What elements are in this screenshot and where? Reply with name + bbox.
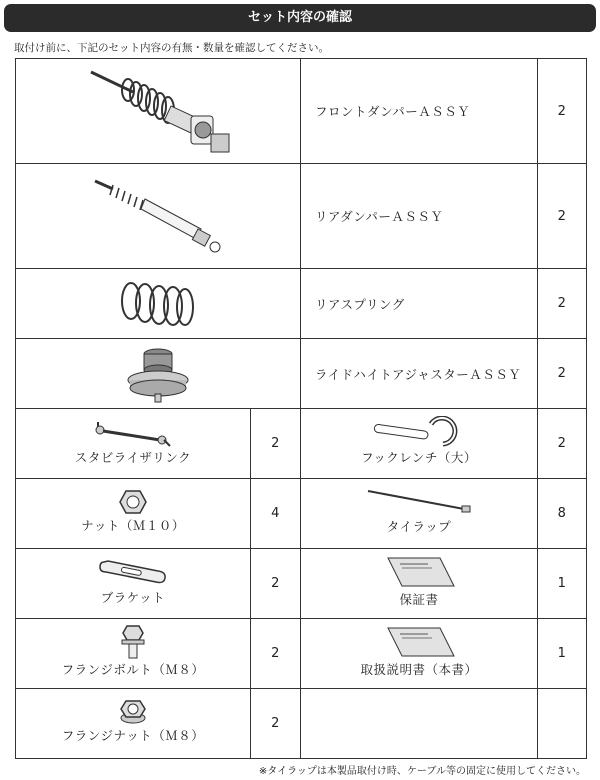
cable-tie-icon bbox=[364, 487, 474, 517]
item-name: ブラケット bbox=[100, 589, 166, 605]
item-name: タイラップ bbox=[386, 518, 452, 534]
item-name: リアスプリング bbox=[301, 269, 538, 339]
item-quantity: 8 bbox=[538, 479, 587, 549]
item-quantity: 2 bbox=[538, 409, 587, 479]
flange-bolt-icon bbox=[118, 624, 148, 660]
item-quantity: 1 bbox=[538, 619, 587, 689]
item-name: 保証書 bbox=[399, 591, 439, 607]
table-row bbox=[16, 339, 587, 409]
rear-spring-icon bbox=[113, 279, 203, 329]
stabilizer-link-icon bbox=[88, 416, 178, 448]
item-name: スタビライザリンク bbox=[74, 449, 192, 465]
item-name: ライドハイトアジャスターＡＳＳＹ bbox=[301, 339, 538, 409]
table-row bbox=[16, 479, 587, 549]
item-name: フランジボルト（Ｍ８） bbox=[61, 661, 205, 677]
footnote: ※タイラップは本製品取付け時、ケーブル等の固定に使用してください。 bbox=[258, 766, 586, 777]
item-name: 取扱説明書（本書） bbox=[360, 661, 478, 677]
item-image-cell bbox=[16, 269, 301, 339]
ride-height-adjuster-icon bbox=[123, 344, 193, 404]
warranty-card-icon bbox=[374, 554, 464, 590]
item-cell bbox=[301, 689, 538, 759]
item-cell bbox=[16, 689, 251, 759]
hook-wrench-icon bbox=[369, 416, 469, 448]
bracket-icon bbox=[98, 556, 168, 588]
table-row bbox=[16, 689, 587, 759]
item-cell bbox=[301, 619, 538, 689]
item-name: フックレンチ（大） bbox=[361, 449, 477, 465]
item-image-cell bbox=[16, 164, 301, 269]
item-cell bbox=[16, 479, 251, 549]
table-row bbox=[16, 164, 587, 269]
item-quantity: 2 bbox=[538, 269, 587, 339]
item-quantity: 2 bbox=[538, 164, 587, 269]
item-quantity: 2 bbox=[251, 409, 301, 479]
item-cell bbox=[16, 549, 251, 619]
item-quantity: 2 bbox=[538, 339, 587, 409]
table-row bbox=[16, 59, 587, 164]
item-name: ナット（Ｍ１０） bbox=[81, 517, 185, 533]
item-quantity: 1 bbox=[538, 549, 587, 619]
table-row bbox=[16, 269, 587, 339]
item-name: フランジナット（Ｍ８） bbox=[61, 727, 205, 743]
item-cell bbox=[301, 549, 538, 619]
section-title: セット内容の確認 bbox=[4, 4, 596, 32]
contents-table bbox=[15, 58, 587, 759]
item-image-cell bbox=[16, 59, 301, 164]
table-row bbox=[16, 409, 587, 479]
item-cell bbox=[301, 479, 538, 549]
item-name: フロントダンパーＡＳＳＹ bbox=[301, 59, 538, 164]
item-cell bbox=[16, 619, 251, 689]
intro-text: 取付け前に、下記のセット内容の有無・数量を確認してください。 bbox=[14, 42, 329, 54]
item-cell bbox=[16, 409, 251, 479]
item-quantity: 2 bbox=[251, 549, 301, 619]
item-quantity: 2 bbox=[251, 619, 301, 689]
item-quantity: 2 bbox=[538, 59, 587, 164]
flange-nut-icon bbox=[118, 698, 148, 726]
item-quantity bbox=[538, 689, 587, 759]
item-image-cell bbox=[16, 339, 301, 409]
nut-icon bbox=[118, 488, 148, 516]
manual-icon bbox=[374, 624, 464, 660]
item-name: リアダンパーＡＳＳＹ bbox=[301, 164, 538, 269]
table-row bbox=[16, 619, 587, 689]
rear-damper-icon bbox=[83, 171, 233, 261]
item-cell bbox=[301, 409, 538, 479]
item-quantity: 4 bbox=[251, 479, 301, 549]
table-row bbox=[16, 549, 587, 619]
item-quantity: 2 bbox=[251, 689, 301, 759]
front-damper-icon bbox=[73, 64, 243, 159]
